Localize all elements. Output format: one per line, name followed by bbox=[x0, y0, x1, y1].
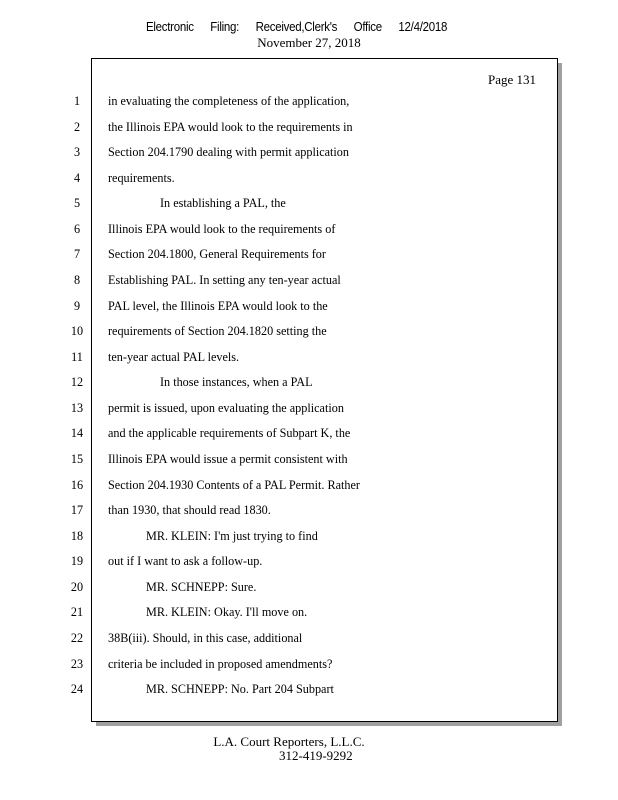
line-text: Section 204.1930 Contents of a PAL Permit. Rather bbox=[108, 477, 360, 492]
line-number: 15 bbox=[70, 451, 84, 466]
line-number: 24 bbox=[70, 682, 84, 697]
hearing-date: November 27, 2018 bbox=[257, 35, 361, 50]
line-number: 5 bbox=[73, 196, 81, 211]
line-text: than 1930, that should read 1830. bbox=[108, 503, 271, 518]
line-text: and the applicable requirements of Subpart K, the bbox=[108, 426, 351, 441]
line-text: requirements of Section 204.1820 setting the bbox=[108, 324, 327, 339]
line-number: 2 bbox=[73, 119, 81, 134]
line-text: the Illinois EPA would look to the requirements in bbox=[108, 119, 353, 134]
line-text: MR. SCHNEPP: Sure. bbox=[146, 579, 257, 594]
stamp-word: Received,Clerk's bbox=[255, 20, 338, 34]
line-number: 13 bbox=[70, 400, 84, 415]
line-number: 10 bbox=[70, 324, 84, 339]
line-number: 22 bbox=[70, 630, 84, 645]
line-text: requirements. bbox=[108, 170, 175, 185]
page-number: Page 131 bbox=[488, 72, 537, 87]
line-text: In establishing a PAL, the bbox=[160, 196, 286, 211]
line-number: 12 bbox=[70, 375, 84, 390]
line-text: MR. KLEIN: Okay. I'll move on. bbox=[146, 605, 308, 620]
line-number: 1 bbox=[73, 94, 81, 108]
line-text: Section 204.1790 dealing with permit application bbox=[108, 145, 349, 160]
line-number: 3 bbox=[73, 145, 81, 160]
line-number: 18 bbox=[70, 528, 84, 543]
line-number: 21 bbox=[70, 605, 84, 620]
footer-company: L.A. Court Reporters, L.L.C. bbox=[213, 734, 365, 749]
line-number: 11 bbox=[71, 349, 83, 364]
line-number: 16 bbox=[70, 477, 84, 492]
line-number: 8 bbox=[73, 272, 81, 287]
line-text: Establishing PAL. In setting any ten-year actual bbox=[108, 272, 341, 287]
line-text: Illinois EPA would issue a permit consistent with bbox=[108, 451, 348, 466]
line-text: 38B(iii). Should, in this case, additional bbox=[108, 630, 303, 645]
line-text: PAL level, the Illinois EPA would look to the bbox=[108, 298, 328, 313]
stamp-word: Office bbox=[353, 20, 382, 34]
line-number: 4 bbox=[73, 170, 81, 185]
line-number: 9 bbox=[73, 298, 81, 313]
line-text: In those instances, when a PAL bbox=[160, 375, 313, 390]
line-text: Section 204.1800, General Requirements for bbox=[108, 247, 326, 262]
line-text: out if I want to ask a follow-up. bbox=[108, 554, 263, 569]
line-text: criteria be included in proposed amendments? bbox=[108, 656, 333, 671]
line-number: 6 bbox=[73, 221, 81, 236]
line-number: 17 bbox=[70, 503, 84, 518]
footer-phone: 312-419-9292 bbox=[279, 748, 353, 763]
line-text: MR. SCHNEPP: No. Part 204 Subpart bbox=[146, 682, 334, 697]
stamp-word: Filing: bbox=[210, 20, 240, 34]
line-text: in evaluating the completeness of the application, bbox=[108, 94, 350, 108]
filing-stamp bbox=[146, 20, 464, 34]
line-text: permit is issued, upon evaluating the application bbox=[108, 400, 344, 415]
line-text: ten-year actual PAL levels. bbox=[108, 349, 240, 364]
stamp-word: Electronic bbox=[146, 20, 194, 34]
line-text: Illinois EPA would look to the requirements of bbox=[108, 221, 336, 236]
line-number: 7 bbox=[73, 247, 81, 262]
stamp-date: 12/4/2018 bbox=[398, 20, 448, 34]
line-number: 19 bbox=[70, 554, 84, 569]
line-number: 14 bbox=[70, 426, 84, 441]
line-number: 20 bbox=[70, 579, 84, 594]
line-text: MR. KLEIN: I'm just trying to find bbox=[146, 528, 318, 543]
line-number: 23 bbox=[70, 656, 84, 671]
